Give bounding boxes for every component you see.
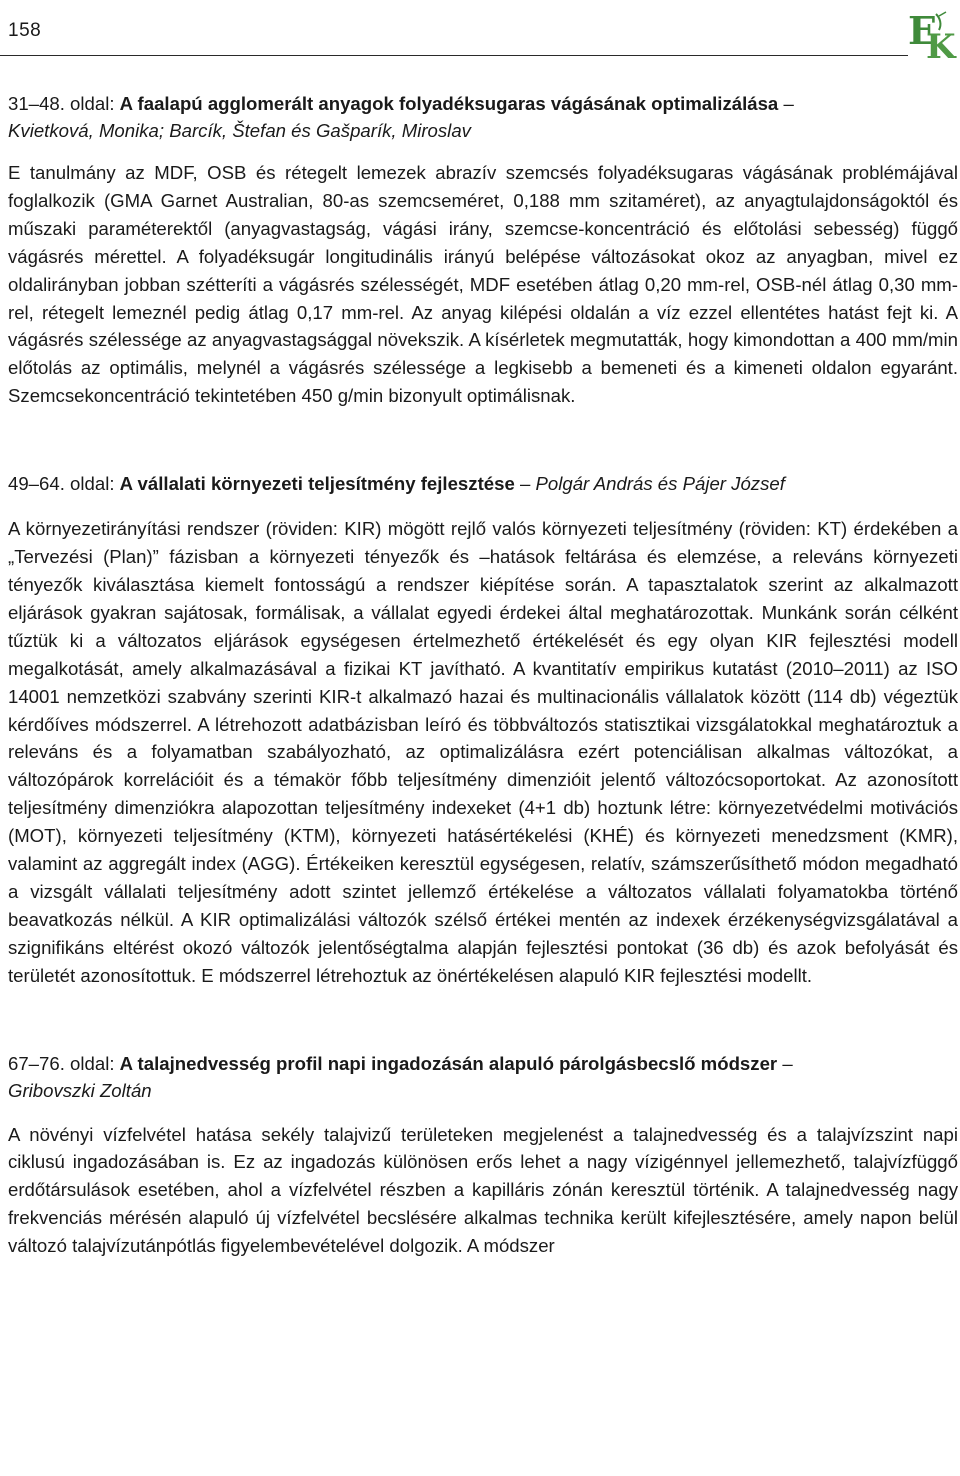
entry-authors: Kvietková, Monika; Barcík, Štefan és Gašparík, Miroslav [8,120,471,141]
page-number: 158 [8,20,42,41]
entry-title: A faalapú agglomerált anyagok folyadéksugaras vágásának optimalizálása [119,93,779,114]
svg-text:K: K [926,27,956,60]
entry-heading [8,90,958,117]
ek-logo-icon [906,8,958,60]
entry-pages: 31–48. oldal: [8,93,120,114]
article-entry [8,90,958,410]
header-rule [0,55,908,56]
svg-text:E: E [908,8,937,53]
entry-title: A vállalati környezeti teljesítmény fejlesztése [119,473,515,495]
abstracts-content [8,90,958,1260]
entry-title: A talajnedvesség profil napi ingadozásán alapuló párolgásbecslő módszer [119,1052,778,1074]
entry-heading [8,1050,958,1077]
article-entry [8,1050,958,1261]
entry-pages: 67–76. oldal: [8,1052,120,1074]
entry-authors: Polgár András és Pájer József [535,473,785,495]
page-header [0,0,960,60]
entry-pages: 49–64. oldal: [8,473,120,495]
entry-dash: – [777,1052,793,1074]
entry-heading [8,470,958,497]
entry-abstract: A környezetirányítási rendszer (röviden: KIR) mögött rejlő valós környezeti teljesítmény (röviden: KT) érdekében a „Tervezési (Plan)” fázisban a környezeti tényezők és –hatások feltárása és elemzése, a releváns környezeti tényezők kiválasztása kiemelt fontosságú a rendszer kiépítése során. A tapasztalatok szerint az alkalmazott eljárások gyakran sajátosak, formálisak, a vállalat egyedi érdekei által meghatározottak. Munkánk során célként tűztük ki a változatos eljárások egységesen értelmezhető értékelését és egy olyan KIR fejlesztési modell megalkotását, amely alkalmazásával a fizikai KT javítható. A kvantitatív empirikus kutatást (2010–2011) az ISO 14001 nemzetközi szabvány szerinti KIR-t alkalmazó hazai és multinacionális vállalatok között (114 db) végeztük kérdőíves módszerrel. A létrehozott adatbázisban leíró és többváltozós statisztikai vizsgálatokkal meghatároztuk a releváns és a folyamatban szabályozható, az optimalizálásra ezért potenciálisan alkalmas változókat, a változópárok korrelációit és a témakör főbb teljesítmény dimenzióit jelentő változócsoportokat. Az azonosított teljesítmény dimenziókra alapozottan teljesítmény indexeket (4+1 db) hoztunk létre: környezetvédelmi motivációs (MOT), környezeti teljesítmény (KTM), környezeti hatásértékelési (KHÉ) és környezeti menedzsment (KMR), valamint az aggregált index (AGG). Értékeiken keresztül egységesen, relatív, számszerűsíthető módon megadható a vizsgált vállalati teljesítmény adott szintet jellemző értékelése a változatos vállalati folyamatokba történő beavatkozás nélkül. A KIR optimalizálási változók szélső értékei mentén az indexek érzékenységvizsgálatával a szignifikáns eltérést okozó változók jelentőségtalma alapján fejlesztési pontokat (36 db) és azok befolyását és területét azonosítottuk. E módszerrel létrehoztuk az önértékelésen alapuló KIR fejlesztési modellt. [8,518,958,986]
entry-abstract: A növényi vízfelvétel hatása sekély talajvizű területeken megjelenést a talajnedvesség és a talajvízszint napi ciklusú ingadozásában is. Ez az ingadozás különösen erős lehet a nagy vízigénnyel jellemezhető, talajvízfüggő erdőtársulások esetében, ahol a vízfelvétel részben a kapilláris zónán keresztül történik. A talajnedvesség nagy frekvenciás mérésén alapuló új vízfelvétel becslésére alkalmas technika került kifejlesztésére, amely napon belül változó talajvízutánpótlás figyelembevételével dolgozik. A módszer [8,1123,958,1257]
entry-dash: – [514,473,531,495]
entry-authors: Gribovszki Zoltán [8,1079,152,1101]
entry-abstract: E tanulmány az MDF, OSB és rétegelt lemezek abrazív szemcsés folyadéksugaras vágásának problémájával foglalkozik (GMA Garnet Australian, 80-as szemcseméret, 0,188 mm szitaméret), az anyagtulajdonságoktól és műszaki paraméterektől (anyagvastagság, vágási irány, szemcse-koncentráció és előtolási sebesség) függő vágásrés mérettel. A folyadéksugár longitudinális irányú belépése változásokat okoz az anyagban, mivel ez oldalirányban jobban szétteríti a vágásrés szélességét, MDF esetében átlag 0,20 mm-rel, OSB-nél átlag 0,30 mm-rel, rétegelt lemeznél pedig átlag 0,17 mm-rel. Az anyag kilépési oldalán a víz ezzel ellentétes hatást fejt ki. A vágásrés szélessége az anyagvastagsággal növekszik. A kísérletek megmutatták, hogy kimondottan a 400 mm/min előtolás az optimális, melynél a vágásrés szélessége a legkisebb a bemeneti és a kimeneti oldalon egyaránt. Szemcsekoncentráció tekintetében 450 g/min bizonyult optimálisnak. [8,162,958,407]
article-entry [8,470,958,989]
entry-dash: – [778,93,794,114]
